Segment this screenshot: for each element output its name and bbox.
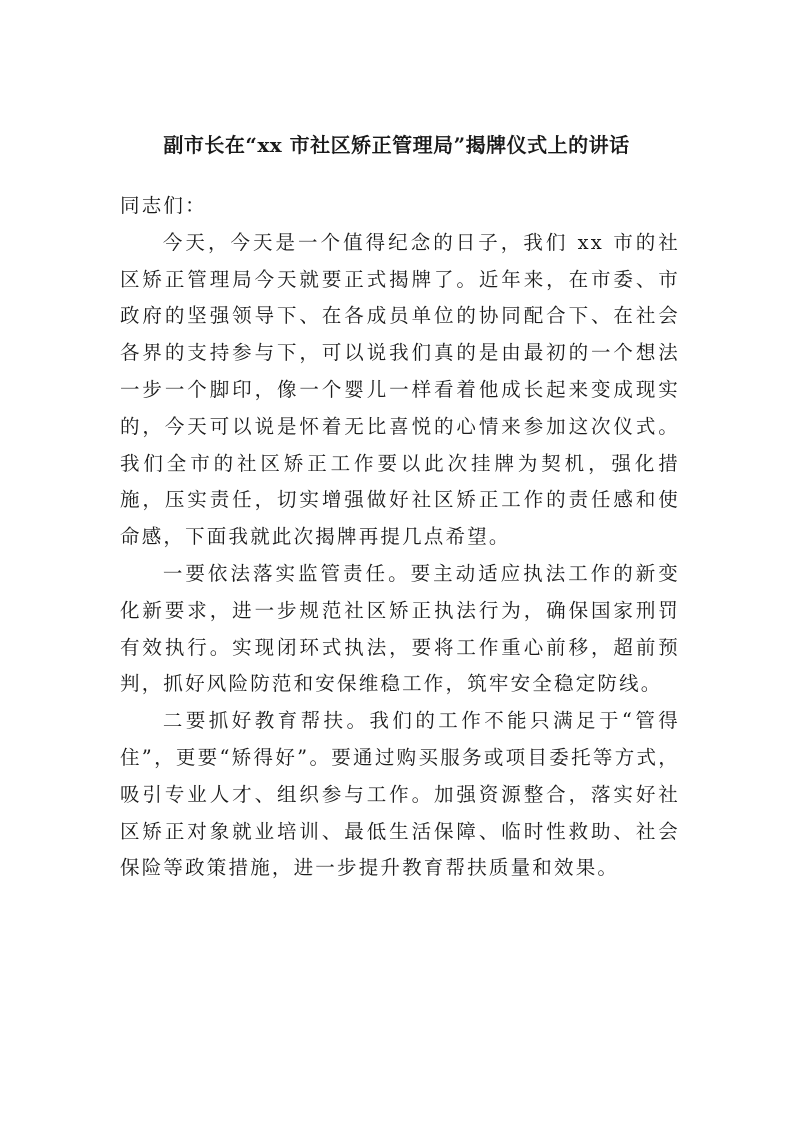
paragraph-education: 二要抓好教育帮扶。我们的工作不能只满足于“管得住”，更要“矫得好”。要通过购买服务或项目委托等方式，吸引专业人才、组织参与工作。加强资源整合，落实好社区矫正对象就业培训、最低生活保障、临时性救助、社会保险等政策措施，进一步提升教育帮扶质量和效果。 xyxy=(120,709,680,880)
document-title: 副市长在“xx 市社区矫正管理局”揭牌仪式上的讲话 xyxy=(163,133,630,157)
paragraph-opening: 今天，今天是一个值得纪念的日子，我们 xx 市的社区矫正管理局今天就要正式揭牌了。近年来，在市委、市政府的坚强领导下、在各成员单位的协同配合下、在社会各界的支持参与下，可以说我们真的是由最初的一个想法一步一个脚印，像一个婴儿一样看着他成长起来变成现实的，今天可以说是怀着无比喜悦的心情来参加这次仪式。我们全市的社区矫正工作要以此次挂牌为契机，强化措施，压实责任，切实增强做好社区矫正工作的责任感和使命感，下面我就此次揭牌再提几点希望。 xyxy=(120,230,680,549)
paragraph-supervision: 一要依法落实监管责任。要主动适应执法工作的新变化新要求，进一步规范社区矫正执法行为，确保国家刑罚有效执行。实现闭环式执法，要将工作重心前移，超前预判，抓好风险防范和安保维稳工作，筑牢安全稳定防线。 xyxy=(120,561,680,696)
salutation: 同志们： xyxy=(120,194,207,217)
document-body xyxy=(120,188,680,887)
